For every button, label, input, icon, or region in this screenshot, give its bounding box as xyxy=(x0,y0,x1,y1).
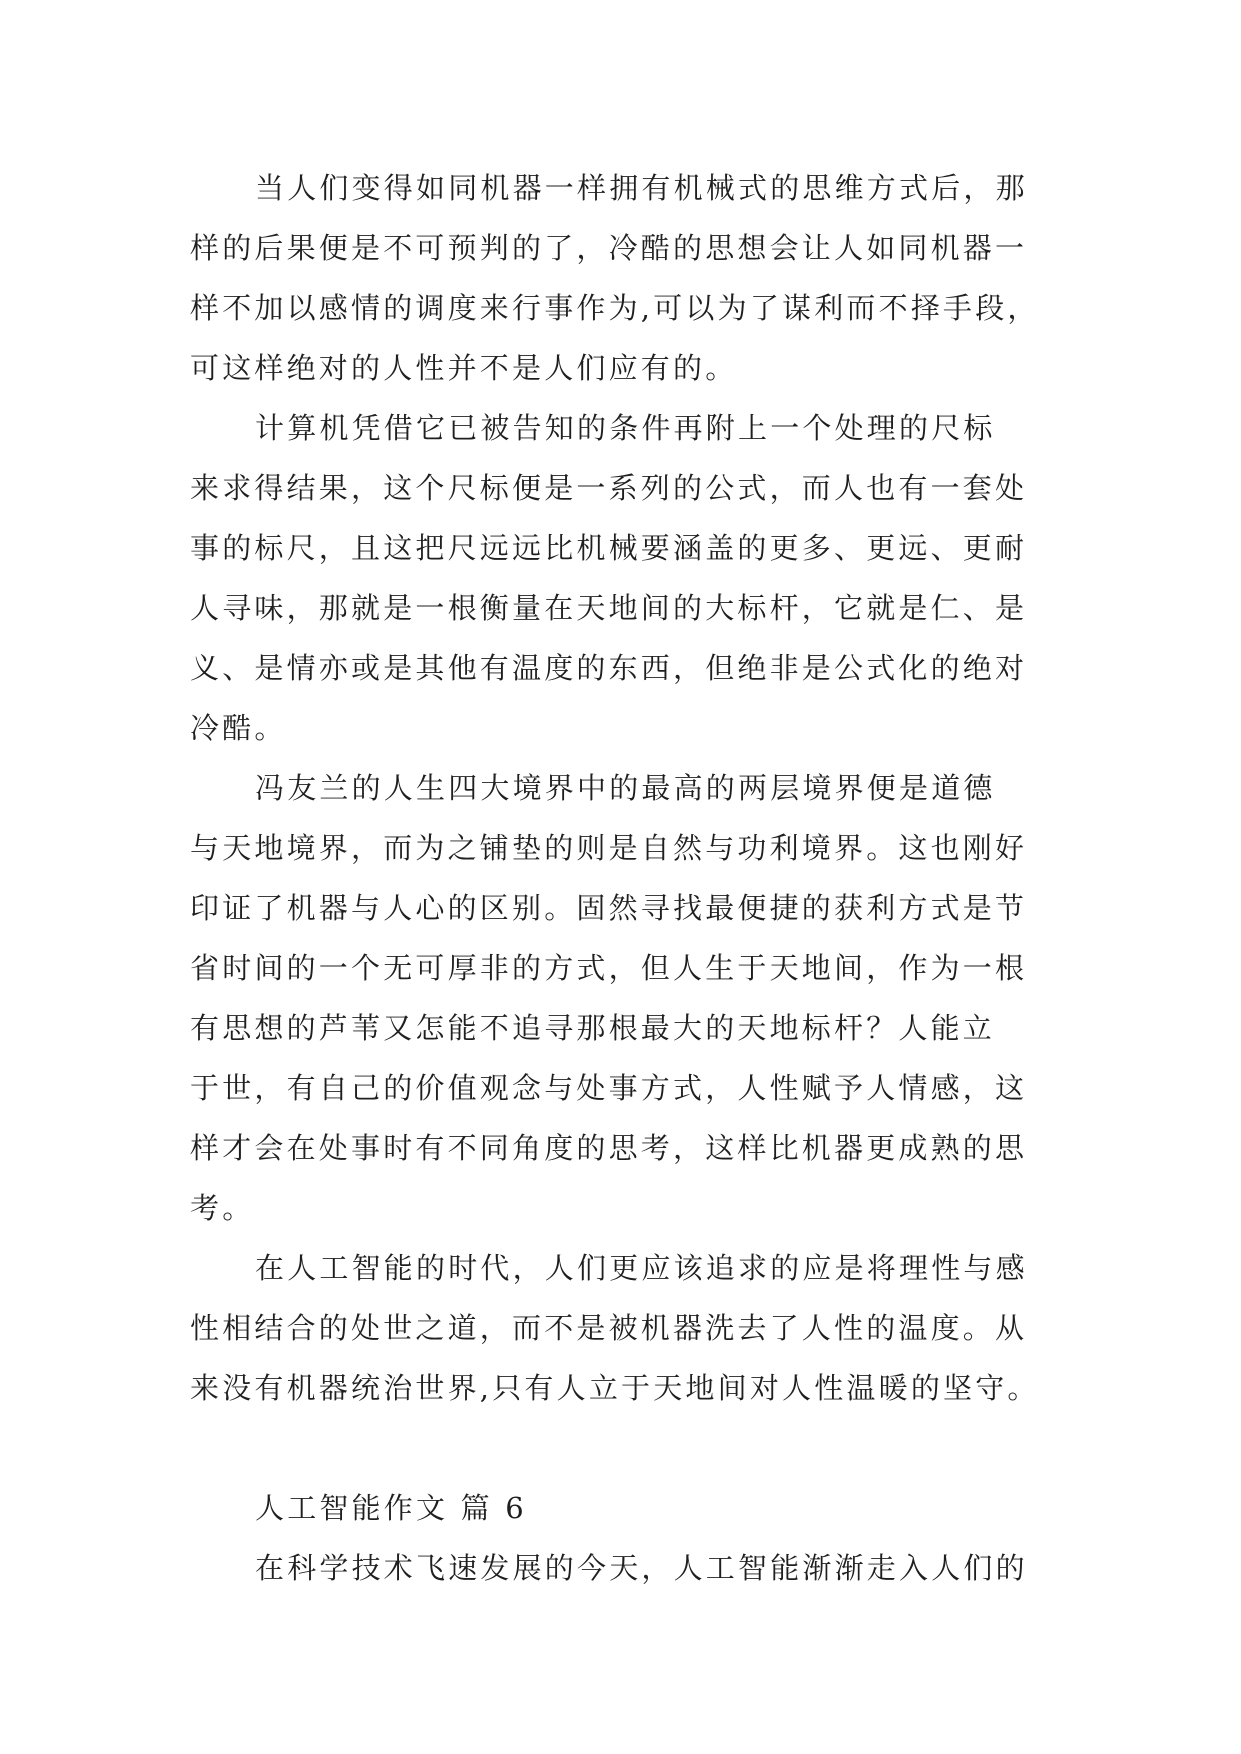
paragraph-2-line-1: 计算机凭借它已被告知的条件再附上一个处理的尺标 xyxy=(255,411,996,445)
paragraph-1-line-1: 当人们变得如同机器一样拥有机械式的思维方式后，那 xyxy=(255,171,1028,205)
paragraph-1-line-3: 样不加以感情的调度来行事作为,可以为了谋利而不择手段， xyxy=(190,291,1040,325)
paragraph-2-line-2: 来求得结果，这个尺标便是一系列的公式，而人也有一套处 xyxy=(190,471,1028,505)
paragraph-3-line-1: 冯友兰的人生四大境界中的最高的两层境界便是道德 xyxy=(255,771,996,805)
paragraph-3-line-7: 样才会在处事时有不同角度的思考，这样比机器更成熟的思 xyxy=(190,1131,1028,1165)
paragraph-4-line-1: 在人工智能的时代，人们更应该追求的应是将理性与感 xyxy=(255,1251,1028,1285)
paragraph-3-line-5: 有思想的芦苇又怎能不追寻那根最大的天地标杆？人能立 xyxy=(190,1011,996,1045)
paragraph-3-line-2: 与天地境界，而为之铺垫的则是自然与功利境界。这也刚好 xyxy=(190,831,1028,865)
paragraph-3-line-3: 印证了机器与人心的区别。固然寻找最便捷的获利方式是节 xyxy=(190,891,1028,925)
section-heading: 人工智能作文 篇 6 xyxy=(255,1491,527,1525)
paragraph-4-line-3: 来没有机器统治世界,只有人立于天地间对人性温暖的坚守。 xyxy=(190,1371,1040,1405)
paragraph-2-line-3: 事的标尺，且这把尺远远比机械要涵盖的更多、更远、更耐 xyxy=(190,531,1028,565)
paragraph-2-line-5: 义、是情亦或是其他有温度的东西，但绝非是公式化的绝对 xyxy=(190,651,1028,685)
paragraph-1-line-4: 可这样绝对的人性并不是人们应有的。 xyxy=(190,351,738,385)
paragraph-2-line-4: 人寻味，那就是一根衡量在天地间的大标杆，它就是仁、是 xyxy=(190,591,1028,625)
paragraph-3-line-8: 考。 xyxy=(190,1191,255,1225)
paragraph-3-line-6: 于世，有自己的价值观念与处事方式，人性赋予人情感，这 xyxy=(190,1071,1028,1105)
paragraph-4-line-2: 性相结合的处世之道，而不是被机器洗去了人性的温度。从 xyxy=(190,1311,1028,1345)
paragraph-1-line-2: 样的后果便是不可预判的了，冷酷的思想会让人如同机器一 xyxy=(190,231,1028,265)
paragraph-2-line-6: 冷酷。 xyxy=(190,711,287,745)
paragraph-3-line-4: 省时间的一个无可厚非的方式，但人生于天地间，作为一根 xyxy=(190,951,1028,985)
closing-line: 在科学技术飞速发展的今天，人工智能渐渐走入人们的 xyxy=(255,1551,1028,1585)
